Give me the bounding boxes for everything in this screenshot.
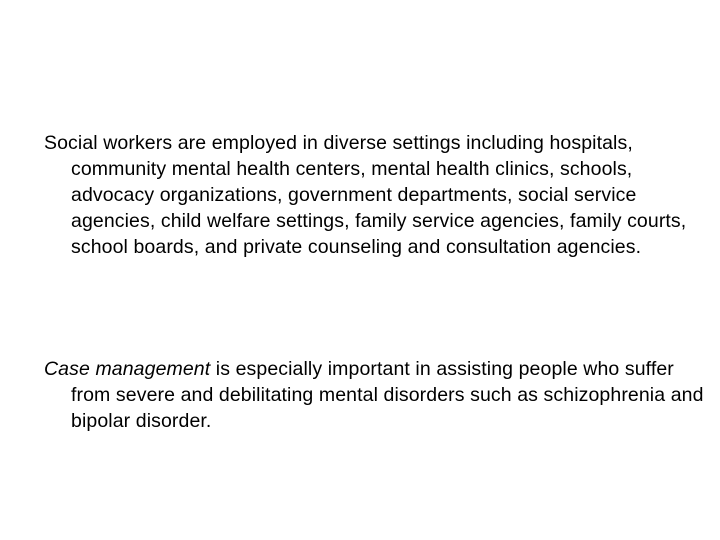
paragraph-settings: Social workers are employed in diverse settings including hospitals, community mental health centers, mental health clinics, schools, advocacy organizations, government departments, social service agencies, child welfare settings, family service agencies, family courts, school boards, and private counseling and consultation agencies. bbox=[44, 132, 687, 258]
paragraph-case-management bbox=[44, 356, 711, 434]
case-management-description: is especially important in assisting people who suffer from severe and debilitating mental disorders such as schizophrenia and bipolar disorder. bbox=[71, 358, 704, 432]
case-management-term: Case management bbox=[44, 358, 211, 380]
